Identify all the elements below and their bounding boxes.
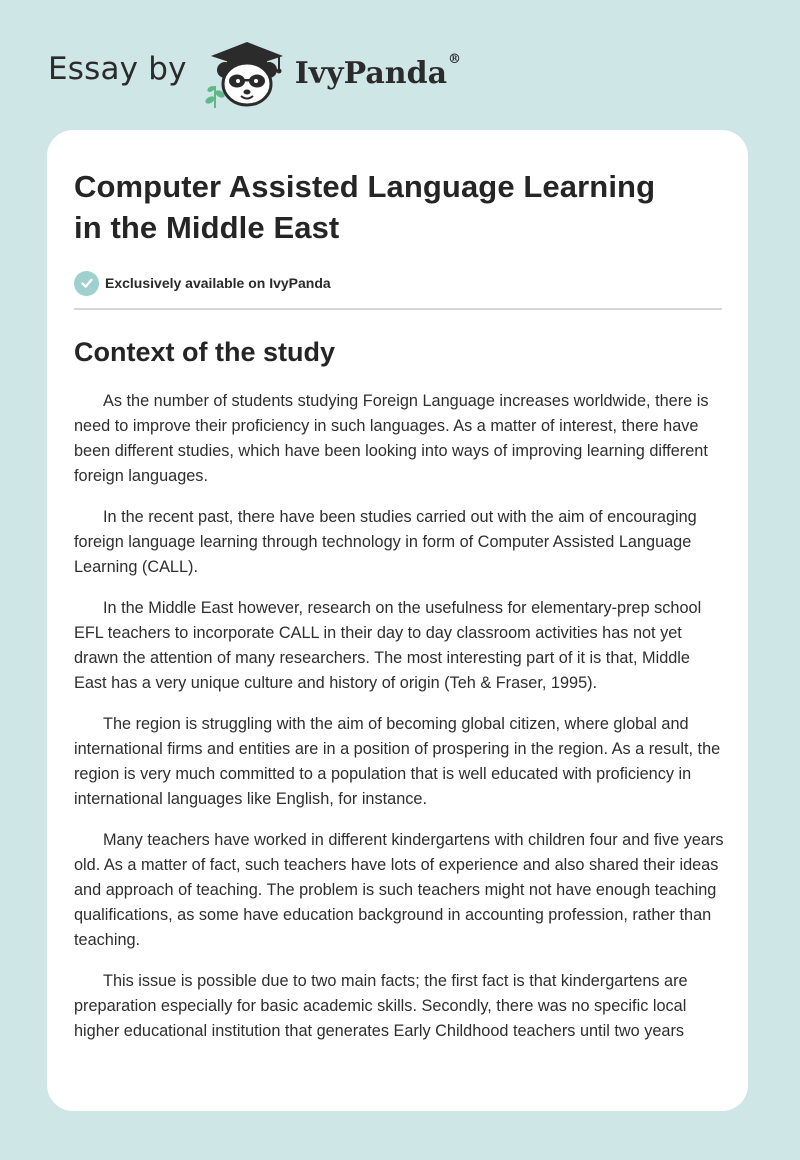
essay-body	[74, 389, 724, 1044]
paragraph: In the recent past, there have been studies carried out with the aim of encouraging foreign language learning through technology in form of Computer Assisted Language Learning (CALL).	[74, 508, 697, 576]
paragraph: The region is struggling with the aim of becoming global citizen, where global and international firms and entities are in a position of prospering in the region. As a result, the region is very much committed to a population that is well educated with proficiency in international languages like English, for instance.	[74, 715, 721, 808]
site-header	[48, 34, 461, 110]
paragraph: In the Middle East however, research on the usefulness for elementary-prep school EFL teachers to incorporate CALL in their day to day classroom activities has not yet drawn the attention of many researchers. The most interesting part of it is that, Middle East has a very unique culture and history of origin (Teh & Fraser, 1995).	[74, 599, 702, 692]
panda-graduate-icon[interactable]	[201, 34, 291, 110]
registered-mark: ®	[448, 51, 462, 67]
exclusive-label: Exclusively available on IvyPanda	[105, 275, 331, 291]
exclusive-badge	[74, 270, 724, 296]
page-title	[74, 166, 724, 248]
section-heading: Context of the study	[74, 337, 335, 367]
paragraph: As the number of students studying Foreign Language increases worldwide, there is need to improve their proficiency in such languages. As a matter of interest, there have been different studies, which have been looking into ways of improving learning different foreign languages.	[74, 392, 709, 485]
title-line-1: Computer Assisted Language Learning	[74, 169, 656, 204]
title-line-2: in the Middle East	[74, 210, 340, 245]
paragraph: Many teachers have worked in different kindergartens with children four and five years old. As a matter of fact, such teachers have lots of experience and also shared their ideas and approach of teaching. The problem is such teachers might not have enough teaching qualifications, as some have education background in accounting profession, rather than teaching.	[74, 831, 724, 949]
paragraph: This issue is possible due to two main facts; the first fact is that kindergartens are preparation especially for basic academic skills. Secondly, there was no specific local higher educational institution that generates Early Childhood teachers until two years	[74, 972, 688, 1040]
essay-card	[47, 130, 748, 1111]
essay-by-label: Essay by	[48, 51, 187, 87]
brand-name[interactable]: IvyPanda®	[294, 51, 462, 91]
check-icon	[74, 271, 99, 296]
divider	[74, 308, 722, 310]
